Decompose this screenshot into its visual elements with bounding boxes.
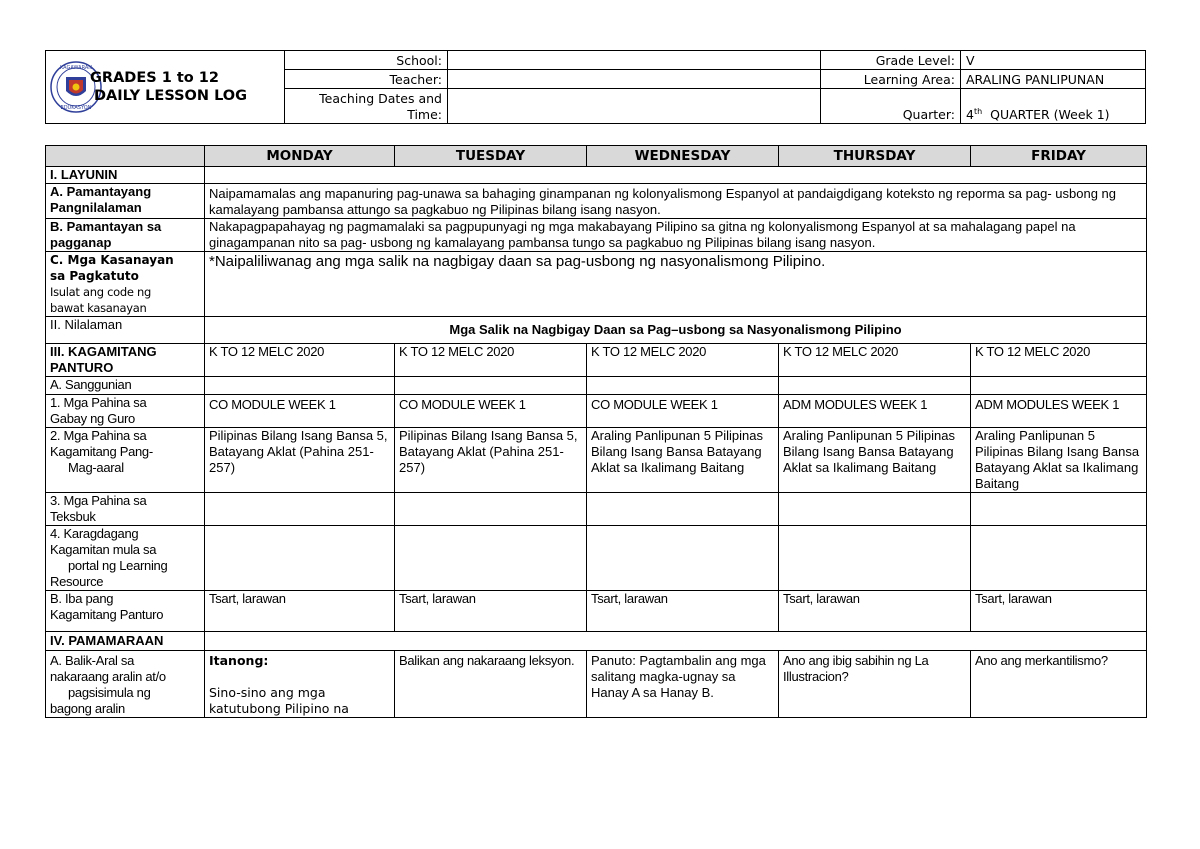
label-line: Mag-aaral bbox=[68, 460, 124, 475]
label-line: portal ng Learning bbox=[68, 558, 168, 573]
label-line: A. Balik-Aral sa bbox=[50, 653, 135, 668]
label-line: III. KAGAMITANG bbox=[50, 344, 157, 359]
label-line: nakaraang aralin at/o bbox=[50, 669, 166, 684]
magaaral-mon: Pilipinas Bilang Isang Bansa 5, Batayang Aklat (Pahina 251-257) bbox=[205, 428, 395, 493]
sanggunian-mon bbox=[205, 377, 395, 395]
label-line: A. Pamantayang bbox=[50, 184, 152, 199]
iba-tue: Tsart, larawan bbox=[395, 591, 587, 632]
learning-area-label: Learning Area: bbox=[821, 70, 961, 89]
learning-area-value[interactable]: ARALING PANLIPUNAN bbox=[961, 70, 1146, 89]
label-line: Kagamitang Pang- bbox=[50, 444, 153, 459]
quarter-label: Quarter: bbox=[821, 89, 961, 124]
teksbuk-tue bbox=[395, 493, 587, 526]
label-line: Teksbuk bbox=[50, 509, 96, 524]
kagamitan-row bbox=[46, 344, 1147, 377]
dates-label bbox=[285, 89, 448, 124]
grade-level-value[interactable]: V bbox=[961, 51, 1146, 70]
sanggunian-row bbox=[46, 377, 1147, 395]
iba-fri: Tsart, larawan bbox=[971, 591, 1147, 632]
magaaral-fri: Araling Panlipunan 5 Pilipinas Bilang Isang Bansa Batayang Aklat sa Ikalimang Baitang bbox=[971, 428, 1147, 493]
label-line: Isulat ang code ng bbox=[50, 285, 151, 299]
sanggunian-thu bbox=[779, 377, 971, 395]
balik-aral-label bbox=[46, 651, 205, 718]
days-header-blank bbox=[46, 146, 205, 167]
quarter-suffix: th bbox=[973, 106, 983, 116]
gabay-guro-thu: ADM MODULES WEEK 1 bbox=[779, 395, 971, 428]
label-line: B. Iba pang bbox=[50, 591, 114, 606]
gabay-guro-label bbox=[46, 395, 205, 428]
label-line: 2. Mga Pahina sa bbox=[50, 428, 147, 443]
teksbuk-wed bbox=[587, 493, 779, 526]
nilalaman-title: Mga Salik na Nagbigay Daan sa Pag–usbong sa Nasyonalismong Pilipino bbox=[205, 317, 1147, 344]
dll-title bbox=[90, 69, 247, 105]
header-logo-cell bbox=[46, 51, 285, 124]
teacher-label: Teacher: bbox=[285, 70, 448, 89]
kagamitang-magaaral-label bbox=[46, 428, 205, 493]
sanggunian-label: A. Sanggunian bbox=[46, 377, 205, 395]
label-line: Gabay ng Guro bbox=[50, 411, 135, 426]
pamamaraan-row bbox=[46, 632, 1147, 651]
balik-aral-tue: Balikan ang nakaraang leksyon. bbox=[395, 651, 587, 718]
magaaral-tue: Pilipinas Bilang Isang Bansa 5, Batayang Aklat (Pahina 251-257) bbox=[395, 428, 587, 493]
dates-label-line-1: Teaching Dates and bbox=[319, 91, 442, 106]
layunin-label: I. LAYUNIN bbox=[46, 167, 205, 184]
karagdagan-tue bbox=[395, 526, 587, 591]
nilalaman-row bbox=[46, 317, 1147, 344]
gabay-guro-row bbox=[46, 395, 1147, 428]
pamantayan-sa-pagganap-label bbox=[46, 219, 205, 252]
svg-text:EDUKASYON: EDUKASYON bbox=[60, 105, 92, 111]
pamantayang-pangnilalaman-row bbox=[46, 184, 1147, 219]
lesson-table bbox=[45, 145, 1147, 718]
label-line: B. Pamantayan sa bbox=[50, 219, 162, 234]
label-line: Kagamitan mula sa bbox=[50, 542, 157, 557]
quarter-number: 4 bbox=[966, 107, 974, 122]
label-line: C. Mga Kasanayan bbox=[50, 253, 174, 267]
gabay-guro-fri: ADM MODULES WEEK 1 bbox=[971, 395, 1147, 428]
magaaral-wed: Araling Panlipunan 5 Pilipinas Bilang Isang Bansa Batayang Aklat sa Ikalimang Baitang bbox=[587, 428, 779, 493]
day-wednesday: WEDNESDAY bbox=[587, 146, 779, 167]
balik-aral-fri: Ano ang merkantilismo? bbox=[971, 651, 1147, 718]
gabay-guro-tue: CO MODULE WEEK 1 bbox=[395, 395, 587, 428]
teksbuk-mon bbox=[205, 493, 395, 526]
label-line: 1. Mga Pahina sa bbox=[50, 395, 147, 410]
kagamitang-magaaral-row bbox=[46, 428, 1147, 493]
sanggunian-tue bbox=[395, 377, 587, 395]
pamantayan-sa-pagganap-row bbox=[46, 219, 1147, 252]
label-line: 3. Mga Pahina sa bbox=[50, 493, 147, 508]
label-line: pagganap bbox=[50, 235, 112, 250]
karagdagan-thu bbox=[779, 526, 971, 591]
balik-aral-row bbox=[46, 651, 1147, 718]
title-line-1: GRADES 1 to 12 bbox=[90, 70, 219, 86]
iba-thu: Tsart, larawan bbox=[779, 591, 971, 632]
day-friday: FRIDAY bbox=[971, 146, 1147, 167]
label-line: pagsisimula ng bbox=[68, 685, 151, 700]
balik-aral-thu: Ano ang ibig sabihin ng La Illustracion? bbox=[779, 651, 971, 718]
kagamitan-wed: K TO 12 MELC 2020 bbox=[587, 344, 779, 377]
label-line: bagong aralin bbox=[50, 701, 125, 716]
school-label: School: bbox=[285, 51, 448, 70]
days-header-row bbox=[46, 146, 1147, 167]
iba-pang-kagamitan-row bbox=[46, 591, 1147, 632]
svg-text:KAGAWARAN: KAGAWARAN bbox=[59, 65, 93, 71]
pamamaraan-label: IV. PAMAMARAAN bbox=[46, 632, 205, 651]
balik-mon-heading: Itanong: bbox=[209, 653, 269, 668]
pamantayang-pangnilalaman-text: Naipamamalas ang mapanuring pag-unawa sa bahaging ginampanan ng kolonyalismong Espanyol at pandaigdigang koteksto ng reporma sa pag- usbong ng kamalayang pambansa attungo sa pagkabuo ng Pilipinas bilang isang nasyon. bbox=[205, 184, 1147, 219]
label-line: sa Pagkatuto bbox=[50, 269, 139, 283]
gabay-guro-wed: CO MODULE WEEK 1 bbox=[587, 395, 779, 428]
sanggunian-fri bbox=[971, 377, 1147, 395]
pamantayan-sa-pagganap-text: Nakapagpapahayag ng pagmamalaki sa pagpupunyagi ng mga makabayang Pilipino sa gitna ng kolonyalismong Espanyol at sa mahalagang papel na ginagampanan nito sa pag- usbong ng kamalayang pambansa tungo sa pagkabuo ng Pilipinas bilang isang nasyon. bbox=[205, 219, 1147, 252]
nilalaman-label: II. Nilalaman bbox=[46, 317, 205, 344]
quarter-text: QUARTER (Week 1) bbox=[990, 107, 1110, 122]
kasanayan-label bbox=[46, 252, 205, 317]
dates-label-line-2: Time: bbox=[407, 107, 442, 122]
iba-mon: Tsart, larawan bbox=[205, 591, 395, 632]
kagamitan-label bbox=[46, 344, 205, 377]
teksbuk-thu bbox=[779, 493, 971, 526]
gabay-guro-mon: CO MODULE WEEK 1 bbox=[205, 395, 395, 428]
pamantayang-pangnilalaman-label bbox=[46, 184, 205, 219]
label-line: 4. Karagdagang bbox=[50, 526, 139, 541]
label-line: Kagamitang Panturo bbox=[50, 607, 164, 622]
kagamitan-fri: K TO 12 MELC 2020 bbox=[971, 344, 1147, 377]
quarter-value[interactable] bbox=[961, 89, 1146, 124]
teksbuk-fri bbox=[971, 493, 1147, 526]
karagdagan-fri bbox=[971, 526, 1147, 591]
iba-wed: Tsart, larawan bbox=[587, 591, 779, 632]
magaaral-thu: Araling Panlipunan 5 Pilipinas Bilang Isang Bansa Batayang Aklat sa Ikalimang Baitang bbox=[779, 428, 971, 493]
sanggunian-wed bbox=[587, 377, 779, 395]
grade-level-label: Grade Level: bbox=[821, 51, 961, 70]
balik-mon-text: Sino-sino ang mga katutubong Pilipino na bbox=[209, 685, 349, 716]
layunin-content bbox=[205, 167, 1147, 184]
karagdagan-mon bbox=[205, 526, 395, 591]
dates-value[interactable] bbox=[448, 89, 821, 124]
kasanayan-text: *Naipaliliwanag ang mga salik na nagbigay daan sa pag-usbong ng nasyonalismong Pilipino. bbox=[205, 252, 1147, 317]
day-tuesday: TUESDAY bbox=[395, 146, 587, 167]
karagdagan-wed bbox=[587, 526, 779, 591]
iba-pang-kagamitan-label bbox=[46, 591, 205, 632]
teksbuk-label bbox=[46, 493, 205, 526]
karagdagang-kagamitan-label bbox=[46, 526, 205, 591]
day-monday: MONDAY bbox=[205, 146, 395, 167]
teksbuk-row bbox=[46, 493, 1147, 526]
kagamitan-tue: K TO 12 MELC 2020 bbox=[395, 344, 587, 377]
label-line: bawat kasanayan bbox=[50, 301, 147, 315]
kagamitan-thu: K TO 12 MELC 2020 bbox=[779, 344, 971, 377]
school-value[interactable] bbox=[448, 51, 821, 70]
karagdagang-kagamitan-row bbox=[46, 526, 1147, 591]
label-line: Resource bbox=[50, 574, 104, 589]
label-line: PANTURO bbox=[50, 360, 114, 375]
label-line: Pangnilalaman bbox=[50, 200, 142, 215]
balik-aral-mon bbox=[205, 651, 395, 718]
kasanayan-row bbox=[46, 252, 1147, 317]
kagamitan-mon: K TO 12 MELC 2020 bbox=[205, 344, 395, 377]
title-line-2: DAILY LESSON LOG bbox=[94, 88, 248, 104]
day-thursday: THURSDAY bbox=[779, 146, 971, 167]
pamamaraan-content bbox=[205, 632, 1147, 651]
layunin-row bbox=[46, 167, 1147, 184]
balik-aral-wed: Panuto: Pagtambalin ang mga salitang magka-ugnay sa Hanay A sa Hanay B. bbox=[587, 651, 779, 718]
teacher-value[interactable] bbox=[448, 70, 821, 89]
header-table bbox=[45, 50, 1146, 124]
